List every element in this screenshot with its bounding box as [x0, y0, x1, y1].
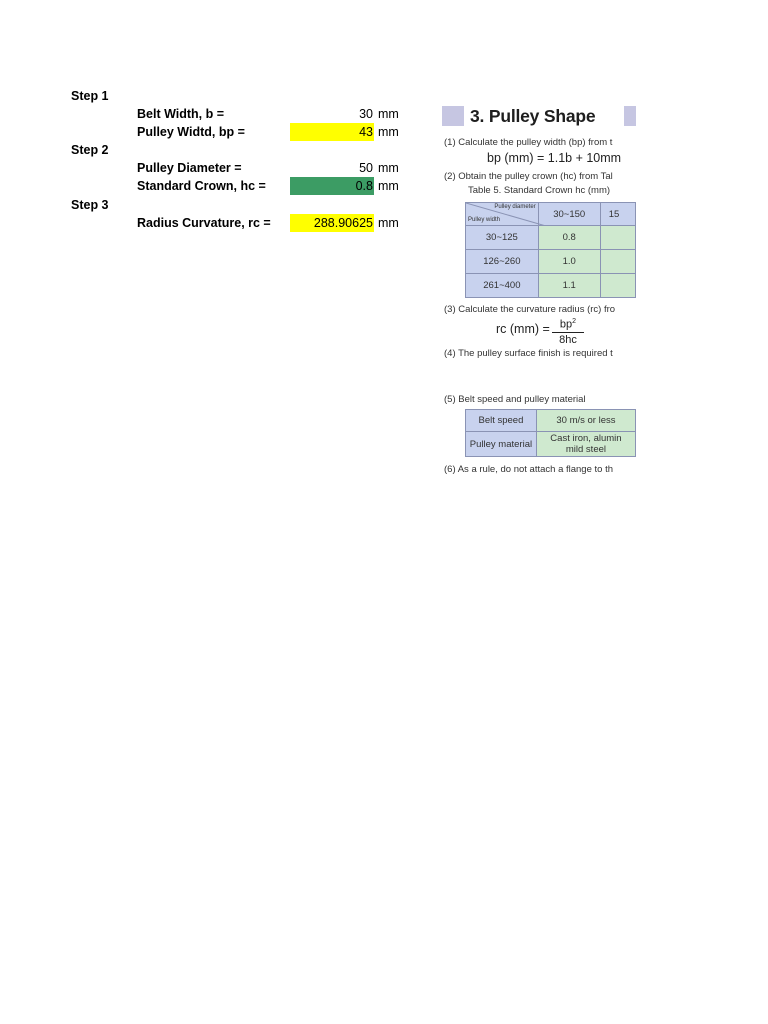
radius-curvature-unit[interactable]: mm: [378, 216, 399, 230]
belt-speed-value: 30 m/s or less: [536, 410, 635, 432]
header-square-decoration-right: [624, 106, 636, 126]
table5-corner-width: Pulley width: [468, 217, 501, 223]
step3-label[interactable]: Step 3: [71, 198, 109, 212]
table5-caption: Table 5. Standard Crown hc (mm): [468, 185, 611, 196]
table5-row-width: 126~260: [466, 250, 539, 274]
step-5-text: (5) Belt speed and pulley material: [444, 394, 586, 405]
table5-row-cut: [600, 250, 635, 274]
curvature-formula-fraction: [552, 315, 584, 347]
reference-header: [442, 106, 595, 126]
pulley-width-formula: bp (mm) = 1.1b + 10mm: [487, 151, 622, 165]
radius-curvature-value[interactable]: 288.90625: [290, 214, 374, 232]
pulley-material-value: [536, 432, 635, 457]
table5-row-width: 261~400: [466, 274, 539, 298]
pulley-width-value[interactable]: 43: [290, 123, 374, 141]
formula-numerator: bp: [559, 318, 573, 331]
pulley-material-label: Pulley material: [466, 432, 537, 457]
standard-crown-value[interactable]: 0.8: [290, 177, 374, 195]
formula-exponent: 2: [572, 318, 577, 325]
pulley-diameter-unit[interactable]: mm: [378, 161, 399, 175]
step-6-text: (6) As a rule, do not attach a flange to th: [444, 464, 613, 475]
table5-corner-cell: [466, 203, 539, 226]
radius-curvature-label[interactable]: Radius Curvature, rc =: [137, 216, 271, 230]
table5-row-crown: 1.1: [538, 274, 600, 298]
table5-col-header-2: 15: [600, 203, 635, 226]
table5-row-cut: [600, 226, 635, 250]
pulley-material-line-2: mild steel: [565, 444, 606, 455]
step-2-text: (2) Obtain the pulley crown (hc) from Tal: [444, 171, 613, 182]
pulley-material-line-1: Cast iron, alumin: [550, 433, 622, 444]
belt-speed-label: Belt speed: [466, 410, 537, 432]
header-square-decoration: [442, 106, 464, 126]
standard-crown-label[interactable]: Standard Crown, hc =: [137, 179, 266, 193]
step-3-text: (3) Calculate the curvature radius (rc) fro: [444, 304, 616, 315]
reference-title: 3. Pulley Shape: [470, 105, 596, 126]
pulley-width-label[interactable]: Pulley Widtd, bp =: [137, 125, 245, 139]
pulley-width-unit[interactable]: mm: [378, 125, 399, 139]
belt-speed-table: [465, 409, 636, 457]
pulley-shape-reference-image[interactable]: [440, 100, 636, 490]
table5-col-header-1: 30~150: [538, 203, 600, 226]
standard-crown-table: [465, 202, 636, 298]
formula-denominator: 8hc: [559, 333, 577, 346]
pulley-diameter-label[interactable]: Pulley Diameter =: [137, 161, 242, 175]
table5-row-crown: 0.8: [538, 226, 600, 250]
table5-row-width: 30~125: [466, 226, 539, 250]
table5-row-crown: 1.0: [538, 250, 600, 274]
curvature-formula-lhs: rc (mm) =: [496, 322, 550, 336]
step-4-text: (4) The pulley surface finish is required t: [444, 348, 613, 359]
belt-width-unit[interactable]: mm: [378, 107, 399, 121]
belt-width-label[interactable]: Belt Width, b =: [137, 107, 225, 121]
pulley-diameter-value[interactable]: 50: [359, 161, 373, 175]
table5-corner-diameter: Pulley diameter: [494, 204, 536, 210]
step1-label[interactable]: Step 1: [71, 89, 109, 103]
belt-width-value[interactable]: 30: [359, 107, 373, 121]
standard-crown-unit[interactable]: mm: [378, 179, 399, 193]
table5-row-cut: [600, 274, 635, 298]
step2-label[interactable]: Step 2: [71, 143, 109, 157]
step-1-text: (1) Calculate the pulley width (bp) from t: [444, 137, 613, 148]
